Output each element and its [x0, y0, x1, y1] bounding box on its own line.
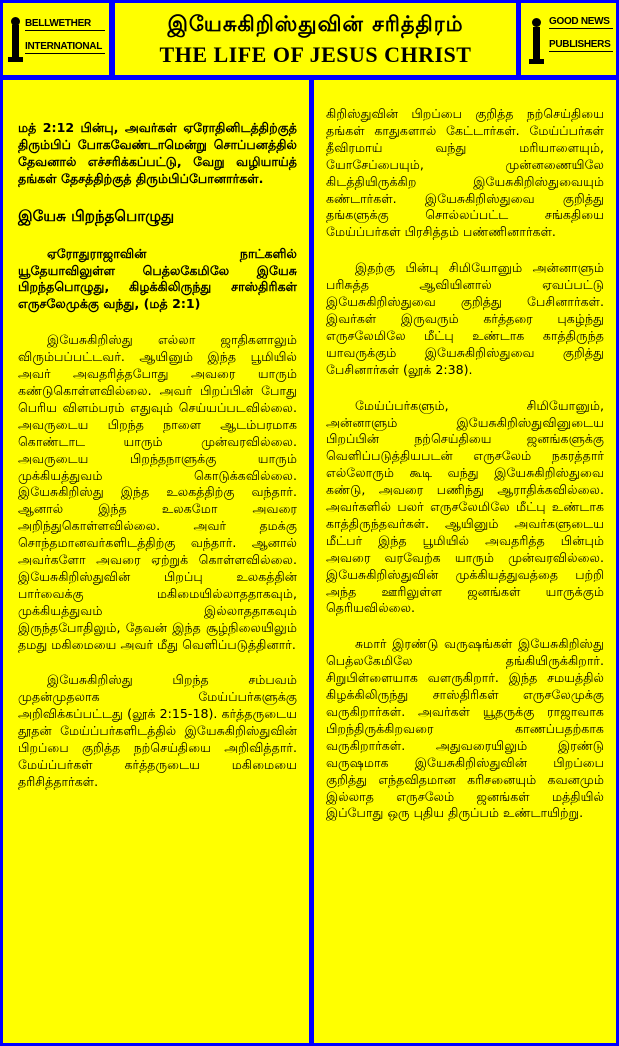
- body-paragraph: இயேசுகிறிஸ்து பிறந்த சம்பவம் முதன்முதலாக மேய்ப்பர்களுக்கு அறிவிக்கப்பட்டது (லூக் 2:15-18). கர்த்தருடைய தூதன் மேய்ப்பர்களிடத்தில் இயேசுகிறிஸ்துவின் பிறப்பை குறித்த நற்செய்தியை அறிவித்தார். மேய்ப்பர்கள் கர்த்தருடைய மகிமையை தரிசித்தார்கள்.: [18, 672, 297, 789]
- shepherd-head-icon: [11, 17, 20, 26]
- figure-icon: [533, 27, 540, 61]
- bellwether-logo-text: BELLWETHER INTERNATIONAL: [25, 17, 105, 54]
- page-title-tamil: இயேசுகிறிஸ்துவின் சரித்திரம்: [167, 11, 464, 36]
- scripture-quote: ஏரோதுராஜாவின் நாட்களில் யூதேயாவிலுள்ள பெத்லகேமிலே இயேசு பிறந்தபொழுது, கிழக்கிலிருந்து சாஸ்திரிகள் எருசலேமுக்கு வந்து, (மத் 2:1): [18, 245, 297, 312]
- body-paragraph: சுமார் இரண்டு வருஷங்கள் இயேசுகிறிஸ்து பெத்லகேமிலே தங்கியிருக்கிறார். சிறுபிள்ளையாக வளருகிறார். இந்த சமயத்தில் கிழக்கிலிருந்து சாஸ்திரிகள் எருசலேமுக்கு வருகிறார்கள். அவர்கள் யூதருக்கு ராஜாவாக பிறந்திருக்கிறவரை காணப்பதற்காக வருகிறார்கள். அதுவரையிலும் இரண்டு வருஷமாக இயேசுகிறிஸ்துவின் பிறப்பை குறித்து எந்தவிதமான கரிசனையும் கவனமும் இல்லாத எருசலேம் ஜனங்கள் மத்தியில் இப்போது ஒரு புதிய திருப்பம் உண்டாயிற்று.: [326, 636, 604, 821]
- page-title-english: THE LIFE OF JESUS CHRIST: [159, 42, 472, 67]
- figure-head-icon: [532, 18, 541, 27]
- shepherd-figure-icon: [12, 25, 19, 59]
- left-column: [3, 80, 309, 1043]
- scripture-quote: மத் 2:12 பின்பு, அவர்கள் ஏரோதினிடத்திற்குத் திரும்பிப் போகவேண்டாமென்று சொப்பனத்தில் தேவனால் எச்சரிக்கப்பட்டு, வேறு வழியாய்த் தங்கள் தேசத்திற்குத் திரும்பிப்போனார்கள்.: [18, 120, 297, 186]
- section-heading: இயேசு பிறந்தபொழுது: [18, 206, 175, 225]
- body-paragraph: மேய்ப்பர்களும், சிமியோனும், அன்னாளும் இயேசுகிறிஸ்துவினுடைய பிறப்பின் நற்செய்தியை ஜனங்களுக்கு வெளிப்படுத்தியபடன் எருசலேம் நகரத்தார் எல்லோரும் கூடி வந்து இயேசுகிறிஸ்துவை கண்டு, அவரை பணிந்து ஆராதிக்கவில்லை. அவர்களில் பலர் எருசலேமிலே மீட்பு உண்டாக காத்திருந்தவர்கள். ஆயினும் அவர்களுடைய மீட்பர் இந்த பூமியில் அவதரித்த பின்பும் அவரை வரவேற்க யாரும் முன்வரவில்லை. இயேசுகிறிஸ்துவின் முக்கியத்துவத்தை பற்றி அந்த ஊரிலுள்ள ஜனங்கள் யாருக்கும் தெரியவில்லை.: [326, 397, 604, 616]
- good-news-logo-text: GOOD NEWS PUBLISHERS: [549, 15, 613, 52]
- page-title-panel: [115, 3, 516, 75]
- body-paragraph: இயேசுகிறிஸ்து எல்லா ஜாதிகளாலும் விரும்பப்பட்டவர். ஆயினும் இந்த பூமியில் அவர் அவதரித்தபோது அவரை யாரும் கண்டுகொள்ளவில்லை. அவர் பிறப்பின் போது பெரிய விளம்பரம் எதுவும் செய்யப்படவில்லை. அவருடைய பிறந்த நாளை ஆடம்பரமாக கொண்டாட யாரும் முன்வரவில்லை. அவருடைய பிறந்தநாளுக்கு யாரும் முக்கியத்துவம் கொடுக்கவில்லை. இயேசுகிறிஸ்து இந்த உலகத்திற்கு வந்தார். ஆனால் இந்த உலகமோ அவரை அறிந்துகொள்ளவில்லை. அவர் தமக்கு சொந்தமானவர்களிடத்திற்கு வந்தார். ஆனால் அவர்களோ அவரை ஏற்றுக் கொள்ளவில்லை. இயேசுகிறிஸ்துவின் பிறப்பு உலகத்தின் பார்வைக்கு மகிமையில்லாததாகவும், முக்கியத்துவம் இல்லாததாகவும் இருந்தபோதிலும், தேவன் இந்த சூழ்நிலையிலும் தமது மகிமையை அவர் மீது வெளிப்படுத்தினார்.: [18, 332, 297, 652]
- right-column: [314, 80, 616, 1043]
- body-paragraph: இதற்கு பின்பு சிமியோனும் அன்னாளும் பரிசுத்த ஆவியினால் ஏவப்பட்டு இயேசுகிறிஸ்துவை குறித்து பேசினார்கள். இவர்கள் இருவரும் கர்த்தரை புகழ்ந்து எருசலேமிலே மீட்பு உண்டாக காத்திருந்த யாவருக்கும் இயேசுகிறிஸ்துவை குறித்து பேசினார்கள் (லூக் 2:38).: [326, 260, 604, 377]
- body-paragraph: கிறிஸ்துவின் பிறப்பை குறித்த நற்செய்தியை தங்கள் காதுகளால் கேட்டார்கள். மேய்ப்பர்கள் தீவிரமாய் வந்து மரியாளையும், யோசேப்பையும், முன்னணையிலே கிடத்தியிருக்கிற இயேசுகிறிஸ்துவையும் கண்டார்கள். இயேசுகிறிஸ்துவை குறித்து தங்களுக்கு சொல்லப்பட்ட சங்கதியை மேய்ப்பர்கள் பிரசித்தம் பண்ணினார்கள்.: [326, 106, 604, 240]
- good-news-logo-panel: [521, 3, 616, 75]
- bellwether-logo-panel: [3, 3, 109, 75]
